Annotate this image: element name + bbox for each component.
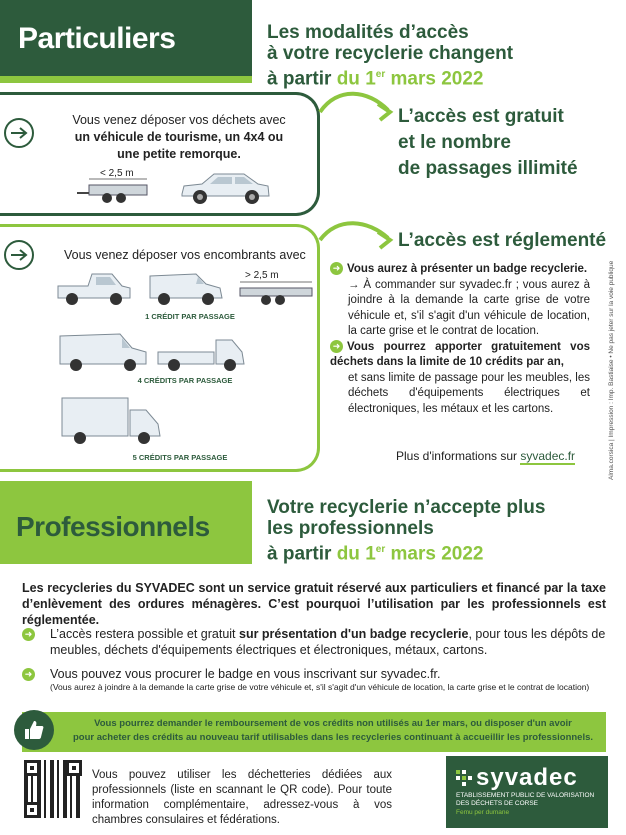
syvadec-mark-icon (456, 770, 472, 786)
particuliers-header (0, 0, 252, 76)
syvadec-link[interactable]: syvadec.fr (520, 449, 576, 463)
credit-1-label: 1 CRÉDIT PAR PASSAGE (145, 312, 235, 321)
trailer-large-label: > 2,5 m (245, 270, 279, 281)
block1-text: Vous venez déposer vos déchets avec un véhicule de tourisme, un 4x4 ou une petite remorque. (72, 113, 286, 161)
professionnels-intro: Les recycleries du SYVADEC sont un service gratuit réservé aux particuliers et financé par la taxe d’enlèvement des ordures ménagères. C’est pourquoi l’utilisation par les professionnels est réglementée. (22, 581, 606, 627)
arrow-right-circle-icon (4, 118, 34, 148)
side-credit: Alma.corsica | Impression : Imp. Bastiaise • Ne pas jeter sur la voie publique (608, 260, 615, 480)
arrow-bullet-icon: ➜ (22, 628, 35, 641)
arrow-right-circle-icon (4, 240, 34, 270)
particuliers-label: Particuliers (18, 22, 176, 55)
large-trailer-icon (232, 280, 316, 308)
swoosh-arrow-icon (318, 84, 398, 128)
pickup-icon (56, 270, 132, 306)
particuliers-header-bar (0, 76, 252, 83)
qr-text: Vous pouvez utiliser les déchetteries dédiées aux professionnels (liste en scannant le QR code). Pour toute information complémentaire, adressez-vous à vos chambres consulaires et fédérations. (92, 769, 392, 826)
block1-result: L’accès est gratuit et le nombre de passages illimité (398, 106, 578, 179)
professionnels-top-bar (0, 481, 252, 489)
more-info: Plus d'informations sur syvadec.fr (396, 449, 576, 463)
swoosh-arrow-icon (318, 214, 398, 258)
logo-name: syvadec (476, 764, 578, 791)
particuliers-title: Les modalités d’accès à votre recyclerie changent à partir du 1er mars 2022 (267, 22, 514, 90)
block2-details: ➜ Vous aurez à présenter un badge recyclerie. → À commander sur syvadec.fr ; vous aurez à joindre à la demande la carte grise de votre véhicule et, s'il s'agit d'un véhicule de location, la carte grise et le contrat de location. ➜ Vous pourrez apporter gratuitement vos déchets dans la limite de 10 crédits par an, et sans limite de passage pour les meubles, les déchets d'équipements électriques et électroniques, les métaux et les cartons. (330, 263, 590, 415)
block2-result-title: L’accès est réglementé (398, 230, 607, 251)
arrow-bullet-icon: ➜ (330, 340, 343, 353)
pro-bullet-2: ➜ Vous pouvez vous procurer le badge en vous inscrivant sur syvadec.fr. (Vous aurez à joindre à la demande la carte grise de votre véhicule et, s'il s'agit d'un véhicule de location, la carte grise et le contrat de location) (22, 666, 606, 693)
credit-4-label: 4 CRÉDITS PAR PASSAGE (137, 376, 233, 385)
pro-bullet-1: ➜ L’accès restera possible et gratuit sur présentation d'un badge recyclerie, pour tous les dépôts de meubles, déchets d'équipements électriques et électroniques, métaux, cartons. (22, 626, 606, 658)
flatbed-truck-icon (156, 336, 246, 372)
box-truck-icon (60, 396, 164, 446)
syvadec-logo: syvadec ETABLISSEMENT PUBLIC DE VALORISATION DES DÉCHETS DE CORSE Femu per dumane (446, 756, 608, 828)
professionnels-header (0, 489, 252, 564)
large-van-icon (58, 332, 148, 372)
thumbs-up-icon (14, 710, 54, 750)
credit-5-label: 5 CRÉDITS PAR PASSAGE (132, 453, 228, 462)
qr-code[interactable] (24, 760, 82, 818)
small-van-icon (148, 270, 224, 306)
block2-text: Vous venez déposer vos encombrants avec (64, 248, 306, 262)
professionnels-title: Votre recyclerie n’accepte plus les professionnels à partir du 1er mars 2022 (267, 497, 546, 565)
banner-text: Vous pourrez demander le remboursement de vos crédits non utilisés au 1er mars, ou disposer d'un avoir pour acheter des crédits au nouveau tarif utilisables dans les recycleries continuant à accueillir les professionnels. (72, 718, 594, 743)
professionnels-label: Professionnels (16, 511, 210, 542)
car-icon (178, 168, 272, 208)
trailer-small-label: < 2,5 m (100, 168, 134, 179)
small-trailer-icon (75, 177, 157, 205)
arrow-bullet-icon: ➜ (22, 668, 35, 681)
arrow-bullet-icon: ➜ (330, 262, 343, 275)
